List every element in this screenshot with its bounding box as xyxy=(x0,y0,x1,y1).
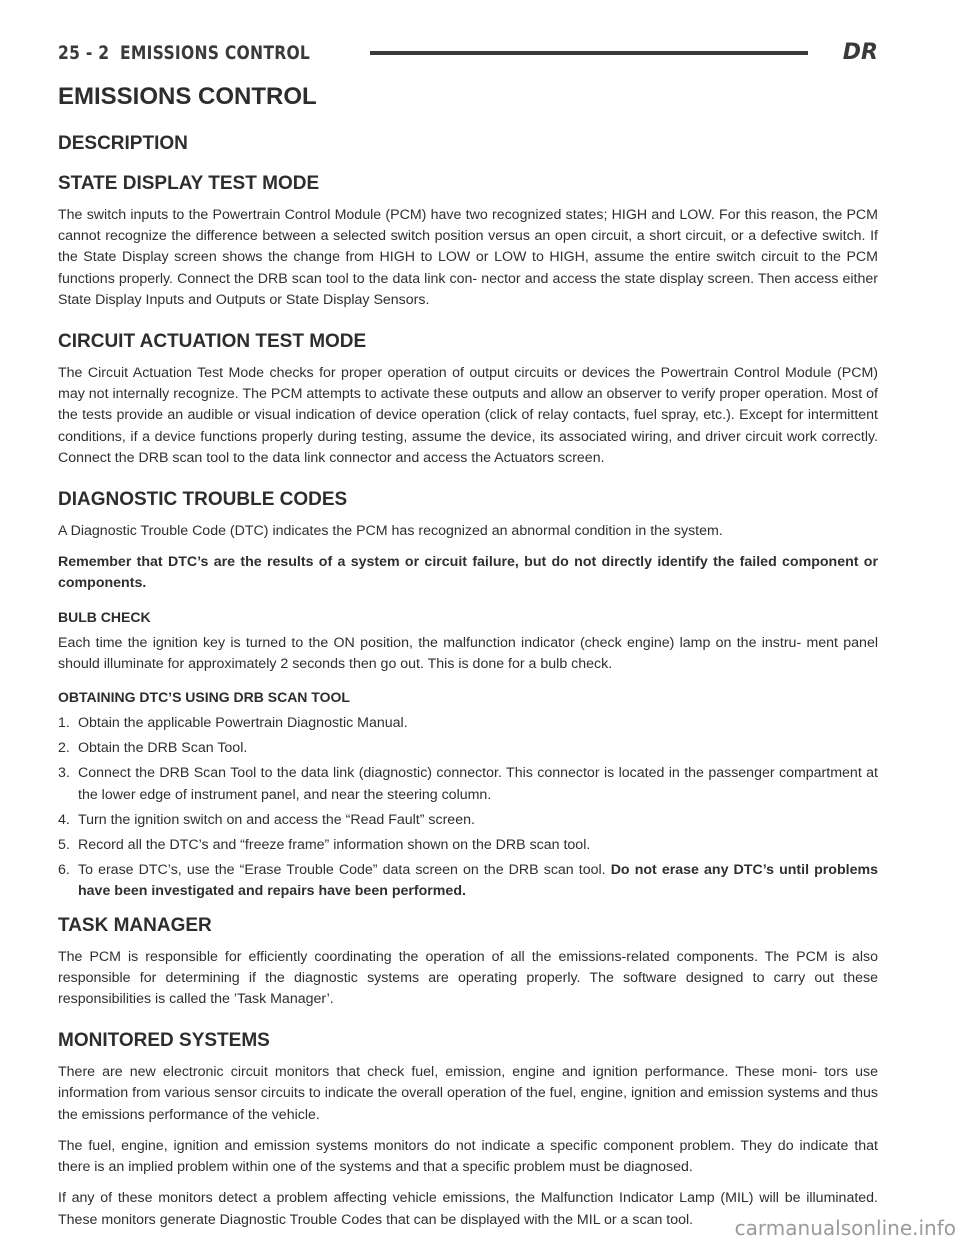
dtc-steps-list xyxy=(58,713,878,903)
task-manager-body: The PCM is responsible for efficiently coordinating the operation of all the emissions-related components. The PCM is also responsible for determining if the diagnostic systems are operating properly. The software designed to carry out these responsibilities is called the ’Task Manager’. xyxy=(58,948,878,1008)
circuit-actuation-heading: CIRCUIT ACTUATION TEST MODE xyxy=(58,331,367,353)
description-heading: DESCRIPTION xyxy=(58,133,188,154)
monitored-systems-section xyxy=(58,1030,878,1230)
header-rule xyxy=(370,51,808,55)
page-title: EMISSIONS CONTROL xyxy=(58,83,317,110)
circuit-actuation-body: The Circuit Actuation Test Mode checks for proper operation of output circuits or devices the Powertrain Control Module (PCM) may not internally recognize. The PCM attempts to activate these outputs and allow an observer to verify proper operation. Most of the tests provide an audible or visual indication of device operation (click of relay contacts, fuel spray, etc.). Except for intermittent conditions, if a device functions properly during testing, assume the device, its associated wiring, and driver circuit work correctly. Connect the DRB scan tool to the data link connector and access the Actuators screen. xyxy=(58,365,878,466)
list-item: 3. Connect the DRB Scan Tool to the data link (diagnostic) connector. This connector is located in the passenger compartment at the lower edge of instrument panel, and near the steering column. xyxy=(58,765,878,803)
monitored-systems-p1: There are new electronic circuit monitors that check fuel, emission, engine and ignition performance. These moni- tors use information from various sensor circuits to indicate the overall operation of the fuel, engine, ignition and emission systems and thus the emissions performance of the vehicle. xyxy=(58,1064,878,1123)
state-display-section xyxy=(58,173,878,311)
list-item: 4. Turn the ignition switch on and access the “Read Fault” screen. xyxy=(58,811,475,828)
dtc-section xyxy=(58,489,878,903)
model-code: DR xyxy=(842,40,878,65)
obtain-dtc-heading: OBTAINING DTC’S USING DRB SCAN TOOL xyxy=(58,689,350,706)
list-item: 1. Obtain the applicable Powertrain Diagnostic Manual. xyxy=(58,715,408,732)
monitored-systems-heading: MONITORED SYSTEMS xyxy=(58,1030,270,1052)
list-item: 5. Record all the DTC’s and “freeze frame” information shown on the DRB scan tool. xyxy=(58,837,591,854)
bulb-check-body: Each time the ignition key is turned to the ON position, the malfunction indicator (check engine) lamp on the instru- ment panel should illuminate for approximately 2 seconds then go out. This is done for a bulb check. xyxy=(58,634,878,672)
task-manager-section xyxy=(58,915,878,1011)
dtc-heading: DIAGNOSTIC TROUBLE CODES xyxy=(58,489,348,511)
dtc-note: Remember that DTC’s are the results of a system or circuit failure, but do not directly identify the failed component or components. xyxy=(58,554,878,592)
watermark: carmanualsonline.info xyxy=(734,1216,956,1240)
list-item: 2. Obtain the DRB Scan Tool. xyxy=(58,740,248,757)
state-display-body: The switch inputs to the Powertrain Control Module (PCM) have two recognized states; HIGH and LOW. For this reason, the PCM cannot recognize the difference between a selected switch position versus an open circuit, a short circuit, or a defective switch. If the State Display screen shows the change from HIGH to LOW or LOW to HIGH, assume the entire switch circuit to the PCM functions properly. Connect the DRB scan tool to the data link con- nector and access the state display screen. Then access either State Display Inputs and Outputs or State Display Sensors. xyxy=(58,207,878,308)
task-manager-heading: TASK MANAGER xyxy=(58,914,212,936)
page-number: 25 - 2 xyxy=(58,42,110,64)
monitored-systems-p3: If any of these monitors detect a problem affecting vehicle emissions, the Malfunction Indicator Lamp (MIL) will be illuminated. These monitors generate Diagnostic Trouble Codes that can be displayed with the MIL or a scan tool. xyxy=(58,1190,878,1228)
header-section-title: EMISSIONS CONTROL xyxy=(120,42,311,64)
bulb-check-heading: BULB CHECK xyxy=(58,608,151,625)
page-header xyxy=(58,38,878,68)
state-display-heading: STATE DISPLAY TEST MODE xyxy=(58,173,320,194)
circuit-actuation-section xyxy=(58,331,878,469)
list-item: 6. To erase DTC’s, use the “Erase Trouble Code” data screen on the DRB scan tool. Do not erase any DTC’s until problems have been investigated and repairs have been performed. xyxy=(58,862,878,900)
dtc-body: A Diagnostic Trouble Code (DTC) indicates the PCM has recognized an abnormal condition in the system. xyxy=(58,523,723,540)
monitored-systems-p2: The fuel, engine, ignition and emission systems monitors do not indicate a specific component problem. They do indicate that there is an implied problem within one of the systems and that a specific problem must be diagnosed. xyxy=(58,1137,878,1176)
page-content xyxy=(58,83,878,1251)
